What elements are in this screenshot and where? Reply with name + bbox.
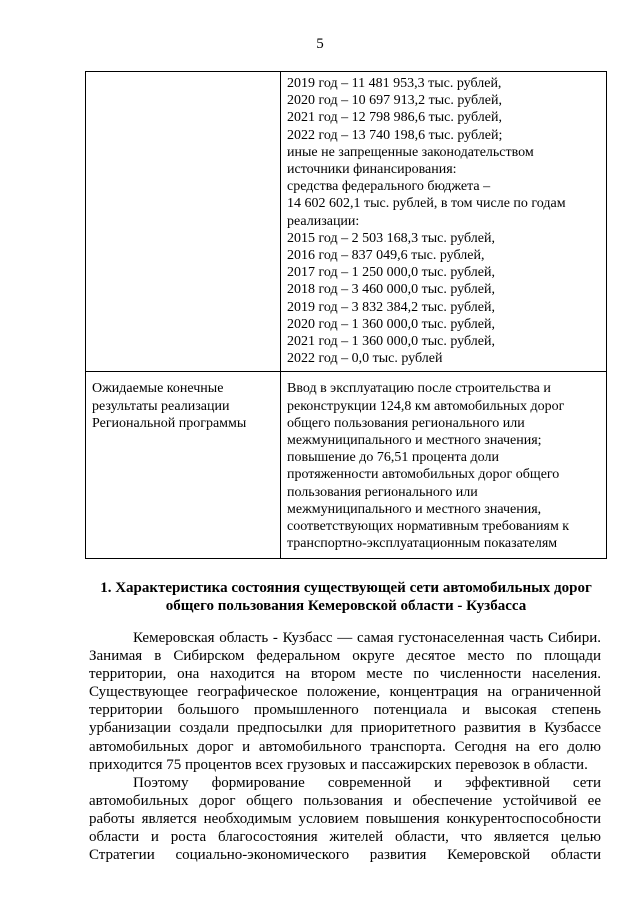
table-row — [86, 372, 607, 559]
funding-line: источники финансирования: — [287, 162, 457, 178]
results-line: Ввод в эксплуатацию после строительства и — [287, 381, 551, 397]
section-heading-line: 1. Характеристика состояния существующей сети автомобильных дорог — [100, 580, 592, 596]
table-cell-funding — [281, 72, 607, 372]
funding-line: 2022 год – 0,0 тыс. рублей — [287, 351, 443, 367]
funding-line: 2016 год – 837 049,6 тыс. рублей, — [287, 248, 485, 264]
label-line: результаты реализации — [92, 398, 230, 414]
label-line: Ожидаемые конечные — [92, 381, 224, 397]
page-number: 5 — [316, 36, 324, 52]
program-passport-table — [85, 71, 607, 559]
section-heading — [85, 579, 607, 615]
paragraph: Поэтому формирование современной и эффективной сети автомобильных дорог общего пользования и обеспечение устойчивой ее работы является необходимым условием повышения конкурентоспособности области и роста благосостояния жителей области, что является целью Стратегии социально-экономического развития Кемеровской области — [89, 774, 601, 864]
funding-line: 2019 год – 3 832 384,2 тыс. рублей, — [287, 299, 495, 315]
results-line: повышение до 76,51 процента доли — [287, 450, 499, 466]
table-row — [86, 72, 607, 372]
funding-line: 2022 год – 13 740 198,6 тыс. рублей; — [287, 127, 503, 143]
results-line: пользования регионального или — [287, 484, 478, 500]
funding-line: 2017 год – 1 250 000,0 тыс. рублей, — [287, 265, 495, 281]
results-line: межмуниципального и местного значения, — [287, 501, 542, 517]
table-cell-results — [281, 372, 607, 559]
section-heading-line: общего пользования Кемеровской области - Кузбасса — [165, 598, 527, 614]
results-line: межмуниципального и местного значения; — [287, 433, 542, 449]
results-line: соответствующих нормативным требованиям к — [287, 519, 570, 535]
funding-line: 2021 год – 1 360 000,0 тыс. рублей, — [287, 334, 495, 350]
results-line: транспортно-эксплуатационным показателям — [287, 536, 558, 552]
funding-line: 2015 год – 2 503 168,3 тыс. рублей, — [287, 230, 495, 246]
label-line: Региональной программы — [92, 415, 247, 431]
funding-line: средства федерального бюджета – — [287, 179, 491, 195]
results-line: протяженности автомобильных дорог общего — [287, 467, 560, 483]
funding-line: 2020 год – 10 697 913,2 тыс. рублей, — [287, 93, 502, 109]
funding-line: иные не запрещенные законодательством — [287, 144, 534, 160]
funding-line: 2019 год – 11 481 953,3 тыс. рублей, — [287, 76, 502, 91]
paragraph: Кемеровская область - Кузбасс — самая густонаселенная часть Сибири. Занимая в Сибирском федеральном округе десятое место по площади территории, она находится на втором месте по численности населения. Существующее географическое положение, концентрация на ограниченной территории большого промышленного потенциала и высокая степень урбанизации создали предпосылки для приоритетного развития в Кузбассе автомобильных дорог и автомобильного транспорта. Сегодня на его долю приходится 75 процентов всех грузовых и пассажирских перевозок в области. — [89, 630, 601, 773]
funding-line: реализации: — [287, 213, 360, 229]
funding-line: 2021 год – 12 798 986,6 тыс. рублей, — [287, 110, 502, 126]
table-cell-label — [86, 72, 281, 372]
results-line: общего пользования регионального или — [287, 415, 525, 431]
funding-line: 2018 год – 3 460 000,0 тыс. рублей, — [287, 282, 495, 298]
body-text — [89, 629, 601, 864]
funding-line: 14 602 602,1 тыс. рублей, в том числе по годам — [287, 196, 566, 212]
table-cell-label — [86, 372, 281, 559]
results-line: реконструкции 124,8 км автомобильных дорог — [287, 398, 565, 414]
funding-line: 2020 год – 1 360 000,0 тыс. рублей, — [287, 316, 495, 332]
